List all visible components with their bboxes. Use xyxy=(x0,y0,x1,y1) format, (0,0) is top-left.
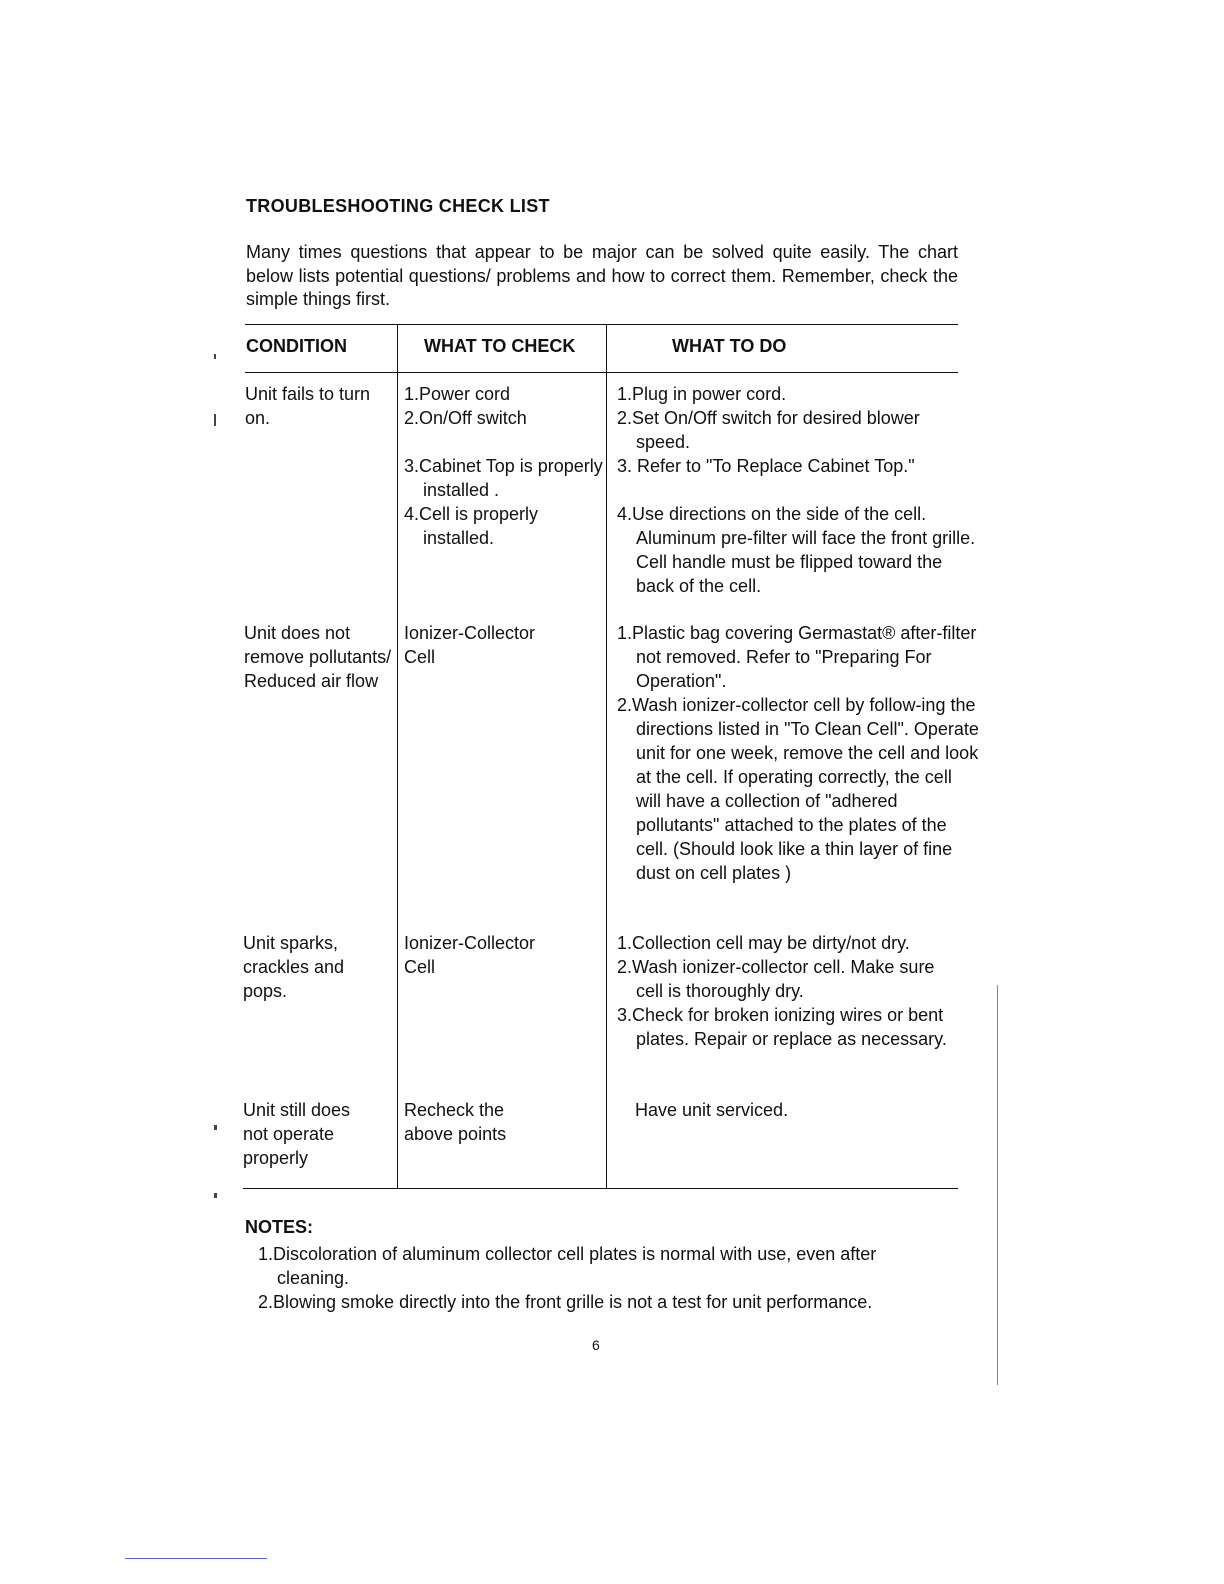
scan-edge-rule xyxy=(997,985,998,1385)
notes-heading: NOTES: xyxy=(245,1217,314,1237)
page-title: TROUBLESHOOTING CHECK LIST xyxy=(246,196,550,216)
table-top-rule xyxy=(245,324,958,325)
condition-cell: Unit fails to turn on. xyxy=(245,384,371,428)
scan-mark xyxy=(214,1125,217,1130)
page-number: 6 xyxy=(592,1337,600,1353)
check-item: 2.On/Off switch xyxy=(404,408,527,428)
todo-item: 4.Use directions on the side of the cell. Aluminum pre-filter will face the front grille. Cell handle must be flipped toward the back of the cell. xyxy=(617,504,976,596)
intro-paragraph: Many times questions that appear to be major can be solved quite easily. The chart below lists potential questions/ problems and how to correct them. Remember, check the simple things first. xyxy=(246,242,958,309)
note-item: 1.Discoloration of aluminum collector cell plates is normal with use, even after cleaning. xyxy=(258,1244,877,1288)
table-bottom-rule xyxy=(243,1188,958,1189)
check-item: 1.Power cord xyxy=(404,384,511,404)
todo-item: 2.Wash ionizer-collector cell by follow-ing the directions listed in "To Clean Cell". Operate unit for one week, remove the cell and look at the cell. If operating correctly, the cell will have a collection of "adhered pollutants" attached to the plates of the cell. (Should look like a thin layer of fine dust on cell plates ) xyxy=(617,695,979,883)
check-item: 3.Cabinet Top is properly installed . xyxy=(404,456,603,500)
todo-item: 3.Check for broken ionizing wires or bent plates. Repair or replace as necessary. xyxy=(617,1005,947,1049)
scan-mark xyxy=(214,354,216,359)
todo-item: 3. Refer to "To Replace Cabinet Top." xyxy=(617,456,915,476)
check-item: Ionizer-Collector Cell xyxy=(404,623,536,667)
condition-cell: Unit sparks, crackles and pops. xyxy=(243,933,345,1001)
todo-item: 1.Plastic bag covering Germastat® after-filter not removed. Refer to "Preparing For Operation". xyxy=(617,623,977,691)
header-what-to-check: WHAT TO CHECK xyxy=(424,336,576,356)
todo-item: Have unit serviced. xyxy=(635,1100,789,1120)
scan-blue-rule xyxy=(125,1558,267,1559)
scan-mark xyxy=(214,1193,217,1198)
todo-item: 2.Set On/Off switch for desired blower speed. xyxy=(617,408,920,452)
check-item: Recheck the above points xyxy=(404,1100,507,1144)
scan-mark xyxy=(214,414,216,426)
table-header-rule xyxy=(245,372,958,373)
todo-item: 2.Wash ionizer-collector cell. Make sure cell is thoroughly dry. xyxy=(617,957,935,1001)
condition-cell: Unit still does not operate properly xyxy=(243,1100,351,1168)
note-item: 2.Blowing smoke directly into the front grille is not a test for unit performance. xyxy=(258,1292,873,1312)
condition-cell: Unit does not remove pollutants/ Reduced air flow xyxy=(244,623,392,691)
header-condition: CONDITION xyxy=(246,336,347,356)
check-item: Ionizer-Collector Cell xyxy=(404,933,536,977)
notes-list xyxy=(258,1242,958,1314)
todo-item: 1.Plug in power cord. xyxy=(617,384,787,404)
column-divider-1 xyxy=(397,325,398,1188)
header-what-to-do: WHAT TO DO xyxy=(672,336,787,356)
check-item: 4.Cell is properly installed. xyxy=(404,504,539,548)
todo-item: 1.Collection cell may be dirty/not dry. xyxy=(617,933,910,953)
